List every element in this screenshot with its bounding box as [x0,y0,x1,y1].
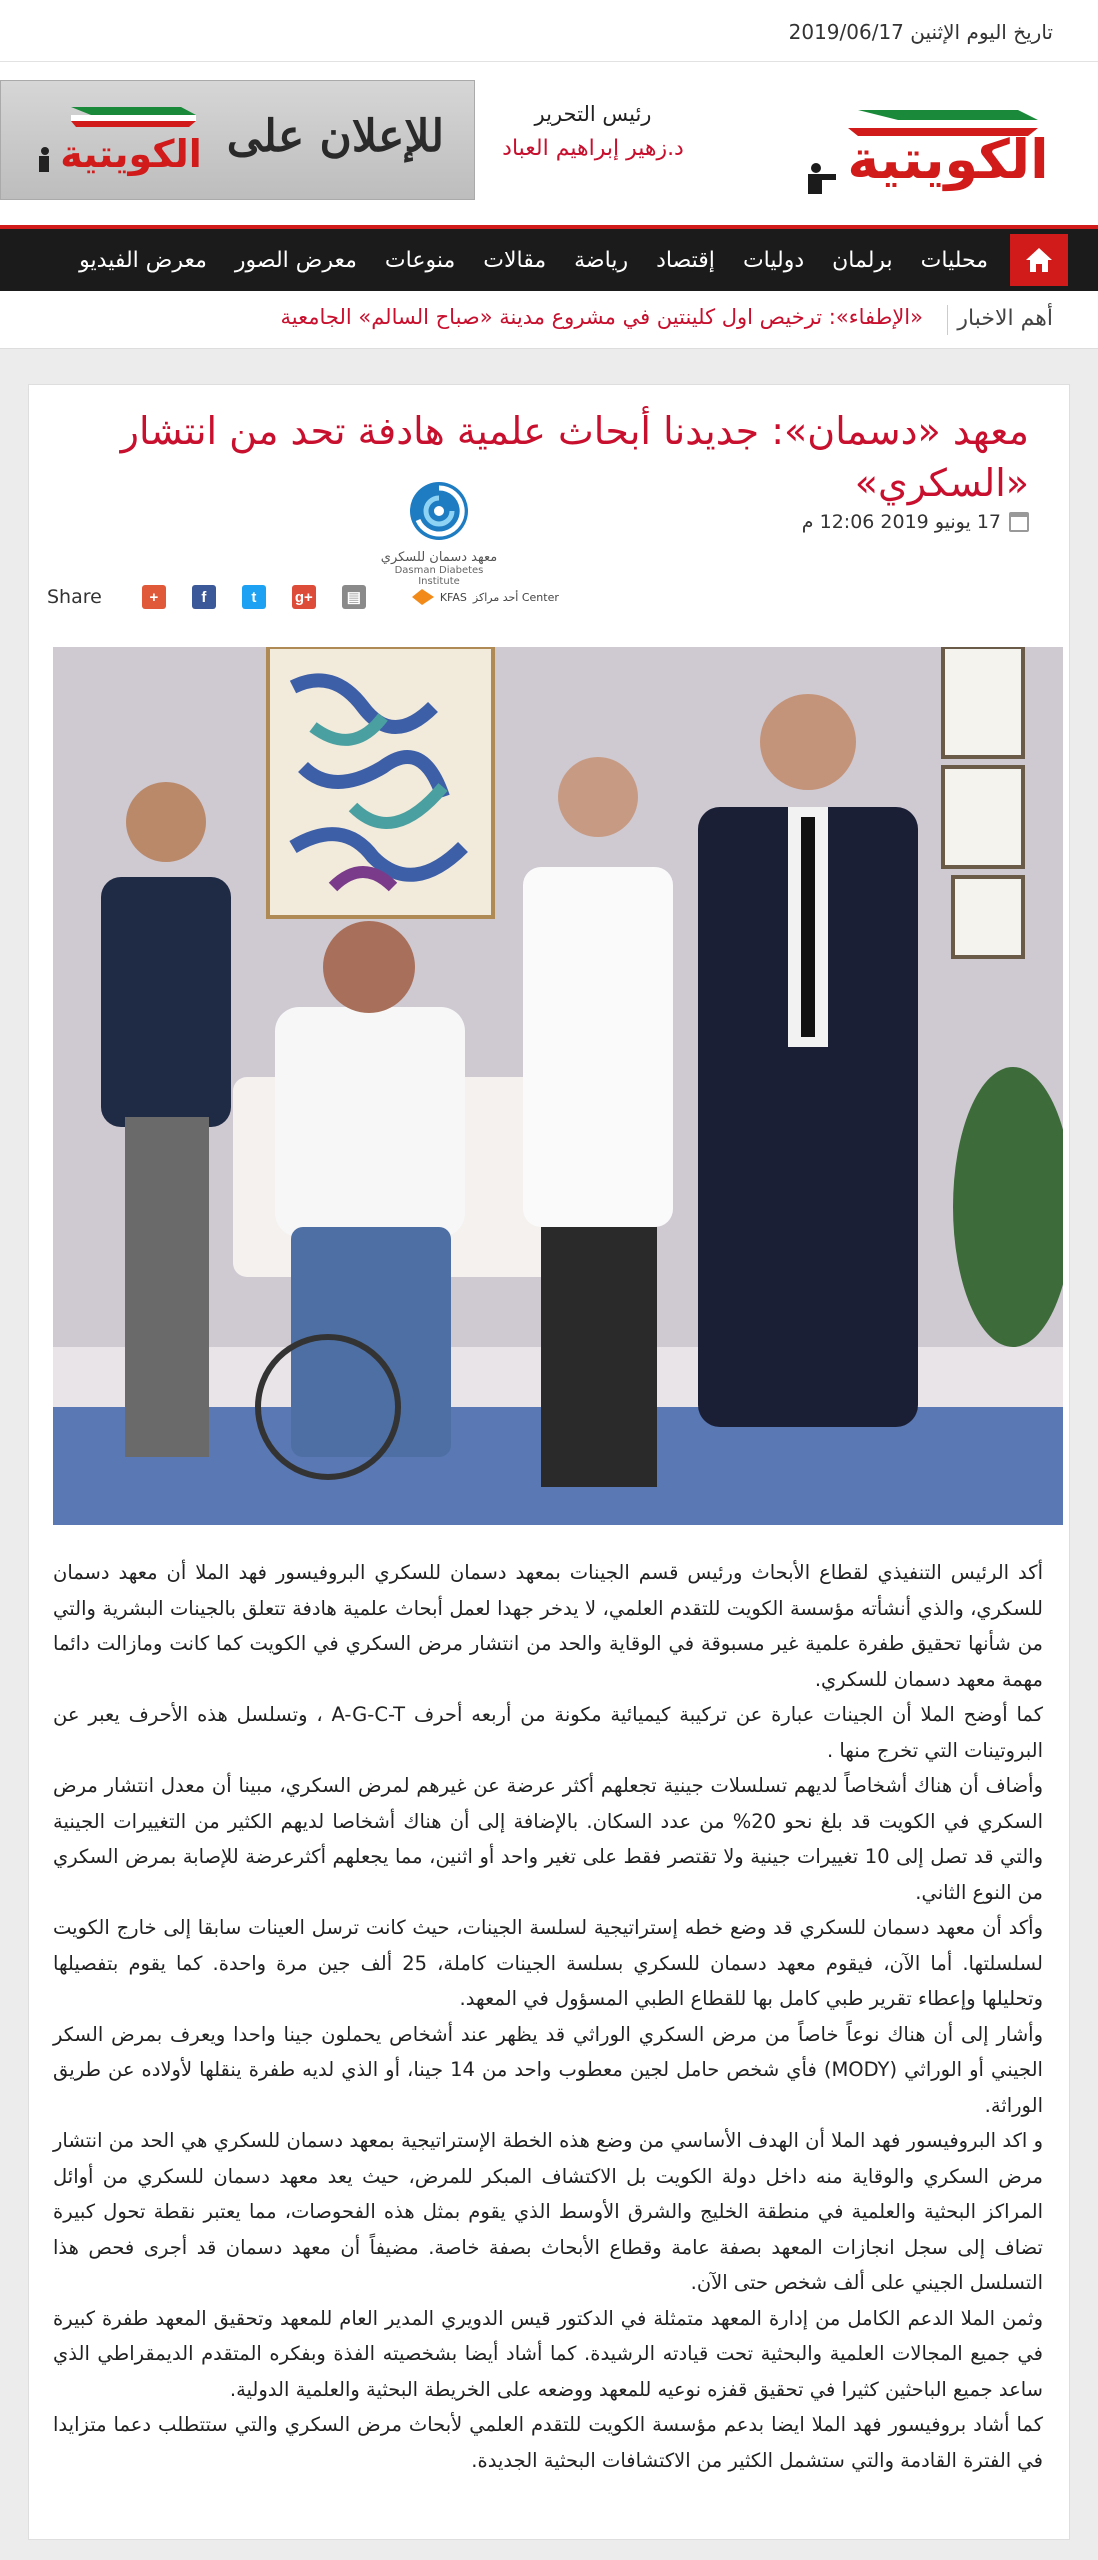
institute-name-en: Dasman Diabetes Institute [394,565,484,587]
article-date [802,511,1029,533]
editor-name: د.زهير إبراهيم العباد [502,136,684,161]
nav-home[interactable] [1010,234,1068,286]
nav-item-international[interactable]: دوليات [742,247,805,273]
ticker-divider [947,305,948,335]
site-header [0,62,1098,225]
google-plus-icon[interactable]: g+ [292,585,316,609]
nav-item-photo-gallery[interactable]: معرض الصور [234,247,357,273]
article-paragraph: وثمن الملا الدعم الكامل من إدارة المعهد متمثلة في الدكتور قيس الدويري المدير العام للمعهد وتحقيق المعهد طفرة كبيرة في جميع المجالات العلمية والبحثية تحت قيادته الرشيدة. كما أشاد أيضا بشخصيته الفذة وبفكره المتقدم الديمقراطي الذي ساعد جميع الباحثين كثيرا في تحقيق قفزه نوعيه للمعهد ووضعه على الخريطة البحثية والعلمية الدولية. [53,2306,1043,2401]
ticker-label: أهم الاخبار [957,306,1053,331]
article-photo [53,647,1063,1525]
article-paragraph: وأشار إلى أن هناك نوعاً خاصاً من مرض السكري الوراثي قد يظهر عند أشخاص يحملون جينا واحدا ويعرف بمرض السكر الجيني أو الوراثي (MODY) فأي شخص حامل لجين معطوب واحد من 14 جينا، أو الذي لديه طفرة ينقلها لأولاده عن طريق الوراثة. [53,2022,1043,2117]
calendar-icon [1009,512,1029,532]
article-card [28,384,1070,2540]
kfas-sub: أحد مراكز Center [472,590,559,604]
article-body [53,1555,1043,2478]
article-paragraph: و اكد البروفيسور فهد الملا أن الهدف الأساسي من وضع هذه الخطة الإستراتيجية بمعهد دسمان للسكري هي الحد من انتشار مرض السكري والوقاية منه داخل دولة الكويت بل الاكتشاف المبكر للمرض، حيث يعد معهد دسمان للسكري من أوائل المراكز البحثية والعلمية في منطقة الخليج والشرق الأوسط الذي يقوم بمثل هذه الفحوصات، مما يعتبر نقطة تحول كبيرة تضاف إلى سجل انجازات المعهد بصفة عامة وقطاع الأبحاث بصفة خاصة. مضيفاً أن معهد دسمان قد أجرى فحص هذا التسلسل الجيني على ألف شخص حتى الآن. [53,2129,1043,2294]
institute-logo-mark [408,480,470,542]
institute-logo [374,480,504,587]
advertise-banner-logo [31,103,206,179]
share-label: Share [47,586,102,608]
nav-item-video-gallery[interactable]: معرض الفيديو [79,247,207,273]
nav-item-economy[interactable]: إقتصاد [656,247,715,273]
kfas-label: KFAS [439,590,467,604]
article-date-text: 17 يونيو 2019 12:06 م [801,511,1001,533]
advertise-banner-text: للإعلان على [226,111,444,162]
article-title: معهد «دسمان»: جديدنا أبحاث علمية هادفة تحد من انتشار «السكري» [120,409,1029,505]
nav-item-articles[interactable]: مقالات [483,247,547,273]
institute-name-ar: معهد دسمان للسكري [380,550,498,565]
site-logo[interactable] [788,90,1058,200]
today-date: تاريخ اليوم الإثنين 2019/06/17 [788,20,1053,44]
nav-item-parliament[interactable]: برلمان [832,247,893,273]
news-ticker [0,291,1098,349]
advertise-banner[interactable] [0,80,475,200]
article-paragraph: كما أشاد بروفيسور فهد الملا ايضا بدعم مؤسسة الكويت للتقدم العلمي لأبحاث مرض السكري والتي ستتطلب دعما متزايدا في الفترة القادمة والتي ستشمل الكثير من الاكتشافات البحثية الجديدة. [53,2413,1043,2472]
article-paragraph: وأضاف أن هناك أشخاصاً لديهم تسلسلات جينية تجعلهم أكثر عرضة عن غيرهم لمرض السكري، مبينا أن معدل انتشار مرض السكري في الكويت قد بلغ نحو 20% من عدد السكان. بالإضافة إلى أن هناك أشخاصا لديهم الكثير من التغييرات الجينية والتي قد تصل إلى 10 تغييرات جينية ولا تقتصر فقط على تغير واحد أو اثنين، مما يجعلهم أكثرعرضة للإصابة بمرض السكري من النوع الثاني. [53,1774,1044,1904]
email-share-icon[interactable]: + [142,585,166,609]
main-nav [0,229,1098,291]
share-bar [47,577,587,617]
twitter-icon[interactable]: t [242,585,266,609]
home-icon [1024,246,1054,274]
nav-item-misc[interactable]: منوعات [384,247,456,273]
nav-item-sports[interactable]: رياضة [574,247,629,273]
editor-label: رئيس التحرير [534,102,652,126]
ticker-headline[interactable]: «الإطفاء»: ترخيص اول كلينتين في مشروع مدينة «صباح السالم» الجامعية [280,305,923,329]
article-paragraph: أكد الرئيس التنفيذي لقطاع الأبحاث ورئيس قسم الجينات بمعهد دسمان للسكري البروفيسور فهد الملا أن معهد دسمان للسكري، والذي أنشأته مؤسسة الكويت للتقدم العلمي، لا يدخر جهدا لعمل أبحاث علمية هادفة تتعلق بالجينات البشرية والتي من شأنها تحقيق طفرة علمية غير مسبوقة في الوقاية والحد من انتشار مرض السكري في الكويت كما كانت ومازالت دائما مهمة معهد دسمان للسكري. [53,1561,1043,1691]
svg-text:الكويتية: الكويتية [60,132,202,176]
svg-text:الكويتية: الكويتية [847,128,1049,191]
kfas-logo [412,589,559,605]
editor-in-chief [478,102,708,161]
facebook-icon[interactable]: f [192,585,216,609]
nav-item-local[interactable]: محليات [920,247,988,273]
kfas-mark-icon [412,589,434,605]
print-icon[interactable]: ▤ [342,585,366,609]
article-paragraph: كما أوضح الملا أن الجينات عبارة عن تركيبة كيميائية مكونة من أربعه أحرف A-G-C-T ، وتسلسل هذه الأحرف يعبر عن البروتينات التي تخرج منها . [53,1703,1043,1762]
article-paragraph: وأكد أن معهد دسمان للسكري قد وضع خطه إستراتيجية لسلسة الجينات، حيث كانت ترسل العينات سابقا إلى خارج الكويت لسلسلتها. أما الآن، فيقوم معهد دسمان للسكري بسلسة الجينات كاملة، 25 ألف جين مرة واحدة. كما يقوم بتفصيلها وتحليلها وإعطاء تقرير طبي كامل بها للقطاع الطبي المسؤول في المعهد. [53,1916,1043,2010]
top-bar [0,0,1098,62]
